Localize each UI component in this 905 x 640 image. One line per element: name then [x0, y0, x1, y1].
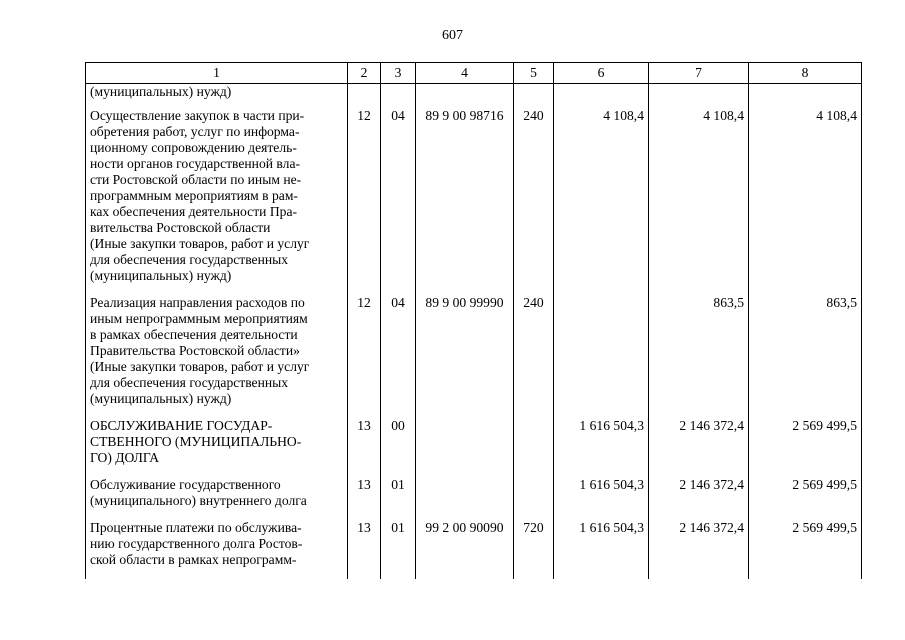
amount-year-3: 2 569 499,5	[749, 418, 862, 477]
description-line: нию государственного долга Ростов-	[90, 536, 303, 551]
target-article-code: 99 2 00 90090	[416, 520, 514, 579]
section-code: 13	[348, 477, 381, 520]
table-row	[86, 477, 862, 520]
subsection-code	[381, 84, 416, 109]
expense-type-code	[514, 418, 554, 477]
description-line: Процентные платежи по обслужива-	[90, 520, 302, 535]
section-code: 13	[348, 418, 381, 477]
target-article-code: 89 9 00 99990	[416, 295, 514, 418]
column-header-3: 3	[381, 63, 416, 84]
section-code: 13	[348, 520, 381, 579]
description-line: (Иные закупки товаров, работ и услуг	[90, 236, 310, 251]
description-line: Осуществление закупок в части при-	[90, 108, 305, 123]
column-header-2: 2	[348, 63, 381, 84]
row-description	[86, 520, 348, 579]
description-line: ской области в рамках непрограмм-	[90, 552, 297, 567]
description-line: сти Ростовской области по иным не-	[90, 172, 302, 187]
subsection-code: 01	[381, 477, 416, 520]
amount-year-2: 863,5	[649, 295, 749, 418]
description-line: для обеспечения государственных	[90, 252, 289, 267]
row-description	[86, 295, 348, 418]
expense-type-code: 240	[514, 295, 554, 418]
column-header-8: 8	[749, 63, 862, 84]
description-line: (муниципальных) нужд)	[90, 268, 232, 283]
amount-year-2: 2 146 372,4	[649, 418, 749, 477]
description-line: ках обеспечения деятельности Пра-	[90, 204, 297, 219]
description-line: (муниципального) внутреннего долга	[90, 493, 307, 508]
section-code	[348, 84, 381, 109]
description-line: Реализация направления расходов по	[90, 295, 305, 310]
amount-year-2: 4 108,4	[649, 108, 749, 295]
target-article-code	[416, 418, 514, 477]
table-row	[86, 108, 862, 295]
column-header-6: 6	[554, 63, 649, 84]
table-row	[86, 84, 862, 109]
column-header-5: 5	[514, 63, 554, 84]
amount-year-3: 4 108,4	[749, 108, 862, 295]
amount-year-2: 2 146 372,4	[649, 477, 749, 520]
row-description	[86, 108, 348, 295]
budget-table	[85, 62, 862, 579]
description-line: ОБСЛУЖИВАНИЕ ГОСУДАР-	[90, 418, 273, 433]
row-description	[86, 418, 348, 477]
description-line: программным мероприятиям в рам-	[90, 188, 298, 203]
table-row	[86, 418, 862, 477]
description-line: Обслуживание государственного	[90, 477, 281, 492]
description-line: обретения работ, услуг по информа-	[90, 124, 300, 139]
amount-year-2: 2 146 372,4	[649, 520, 749, 579]
description-line: СТВЕННОГО (МУНИЦИПАЛЬНО-	[90, 434, 302, 449]
table-body	[86, 84, 862, 580]
amount-year-3: 863,5	[749, 295, 862, 418]
target-article-code	[416, 477, 514, 520]
description-line: иным непрограммным мероприятиям	[90, 311, 308, 326]
description-line: вительства Ростовской области	[90, 220, 271, 235]
amount-year-3	[749, 84, 862, 109]
description-line: (Иные закупки товаров, работ и услуг	[90, 359, 310, 374]
expense-type-code	[514, 84, 554, 109]
subsection-code: 00	[381, 418, 416, 477]
amount-year-2	[649, 84, 749, 109]
amount-year-1	[554, 84, 649, 109]
amount-year-1: 1 616 504,3	[554, 418, 649, 477]
subsection-code: 04	[381, 295, 416, 418]
description-line: (муниципальных) нужд)	[90, 391, 232, 406]
section-code: 12	[348, 108, 381, 295]
column-header-7: 7	[649, 63, 749, 84]
description-line: ционному сопровождению деятель-	[90, 140, 297, 155]
subsection-code: 01	[381, 520, 416, 579]
table-row	[86, 520, 862, 579]
table-header-row	[86, 63, 862, 84]
amount-year-3: 2 569 499,5	[749, 477, 862, 520]
amount-year-1: 1 616 504,3	[554, 520, 649, 579]
column-header-4: 4	[416, 63, 514, 84]
expense-type-code	[514, 477, 554, 520]
description-line: (муниципальных) нужд)	[90, 84, 232, 99]
description-line: ности органов государственной вла-	[90, 156, 301, 171]
table-row	[86, 295, 862, 418]
amount-year-1: 4 108,4	[554, 108, 649, 295]
expense-type-code: 240	[514, 108, 554, 295]
target-article-code: 89 9 00 98716	[416, 108, 514, 295]
description-line: Правительства Ростовской области»	[90, 343, 300, 358]
page-number: 607	[442, 28, 463, 43]
subsection-code: 04	[381, 108, 416, 295]
target-article-code	[416, 84, 514, 109]
description-line: в рамках обеспечения деятельности	[90, 327, 298, 342]
amount-year-1	[554, 295, 649, 418]
description-line: для обеспечения государственных	[90, 375, 289, 390]
amount-year-1: 1 616 504,3	[554, 477, 649, 520]
expense-type-code: 720	[514, 520, 554, 579]
column-header-1: 1	[86, 63, 348, 84]
section-code: 12	[348, 295, 381, 418]
row-description	[86, 477, 348, 520]
row-description	[86, 84, 348, 109]
description-line: ГО) ДОЛГА	[90, 450, 160, 465]
amount-year-3: 2 569 499,5	[749, 520, 862, 579]
